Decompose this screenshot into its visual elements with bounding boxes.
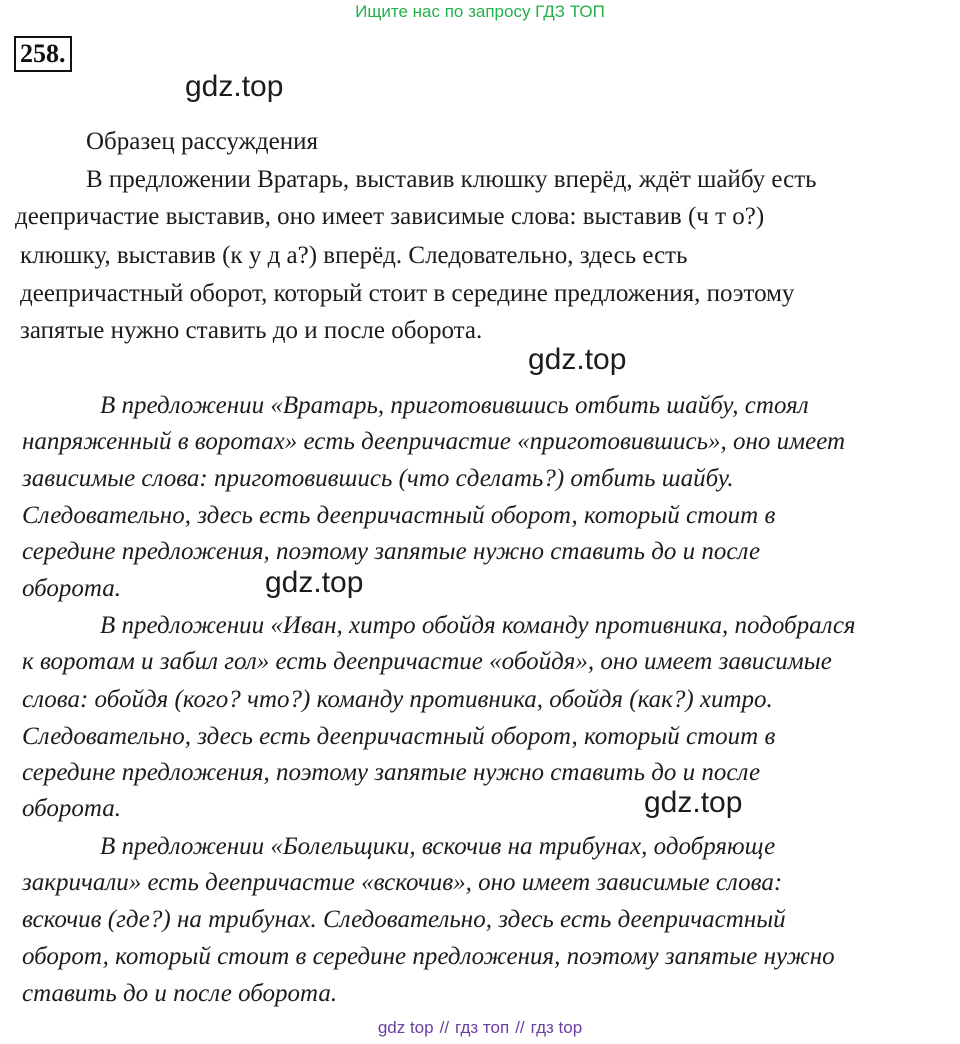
sample-line: клюшку, выставив (к у д а?) вперёд. Следовательно, здесь есть [20, 242, 688, 269]
footer-link[interactable]: gdz top [377, 1018, 434, 1037]
answer-1-line: зависимые слова: приготовившись (что сделать?) отбить шайбу. [22, 465, 734, 492]
footer-separator: // [439, 1018, 450, 1037]
watermark: gdz.top [528, 343, 627, 376]
answer-2-line: к воротам и забил гол» есть деепричастие «обойдя», оно имеет зависимые [22, 648, 832, 675]
answer-3-line: оборот, который стоит в середине предложения, поэтому запятые нужно [22, 943, 835, 970]
answer-2-line: оборота. [22, 795, 122, 822]
answer-3-line: ставить до и после оборота. [22, 980, 338, 1007]
footer-link[interactable]: гдз топ [455, 1018, 510, 1037]
top-banner: Ищите нас по запросу ГДЗ ТОП [355, 2, 605, 21]
answer-1-line: середине предложения, поэтому запятые нужно ставить до и после [22, 538, 761, 565]
answer-3-line: В предложении «Болельщики, вскочив на трибунах, одобряюще [100, 833, 776, 860]
task-number-box: 258. [14, 36, 72, 72]
footer [0, 1018, 960, 1038]
watermark: gdz.top [265, 566, 364, 599]
answer-2-line: В предложении «Иван, хитро обойдя команду противника, подобрался [100, 612, 856, 639]
sample-line: запятые нужно ставить до и после оборота. [20, 317, 483, 344]
answer-2-line: слова: обойдя (кого? что?) команду противника, обойдя (как?) хитро. [22, 686, 773, 713]
answer-3-line: вскочив (где?) на трибунах. Следовательно, здесь есть деепричастный [22, 906, 786, 933]
answer-1-line: напряженный в воротах» есть деепричастие «приготовившись», оно имеет [22, 428, 846, 455]
answer-1-line: В предложении «Вратарь, приготовившись отбить шайбу, стоял [100, 392, 809, 419]
answer-2-line: Следовательно, здесь есть деепричастный оборот, который стоит в [22, 723, 776, 750]
sample-line: деепричастный оборот, который стоит в середине предложения, поэтому [20, 280, 795, 307]
watermark: gdz.top [185, 70, 284, 103]
watermark: gdz.top [644, 786, 743, 819]
sample-line: В предложении Вратарь, выставив клюшку вперёд, ждёт шайбу есть [86, 166, 817, 193]
answer-1-line: оборота. [22, 575, 122, 602]
footer-link[interactable]: гдз top [530, 1018, 583, 1037]
answer-2-line: середине предложения, поэтому запятые нужно ставить до и после [22, 759, 761, 786]
footer-separator: // [515, 1018, 525, 1037]
answer-3-line: закричали» есть деепричастие «вскочив», оно имеет зависимые слова: [22, 869, 783, 896]
answer-1-line: Следовательно, здесь есть деепричастный оборот, который стоит в [22, 502, 776, 529]
sample-title: Образец рассуждения [86, 128, 318, 155]
sample-line: деепричастие выставив, оно имеет зависимые слова: выставив (ч т о?) [15, 203, 765, 230]
